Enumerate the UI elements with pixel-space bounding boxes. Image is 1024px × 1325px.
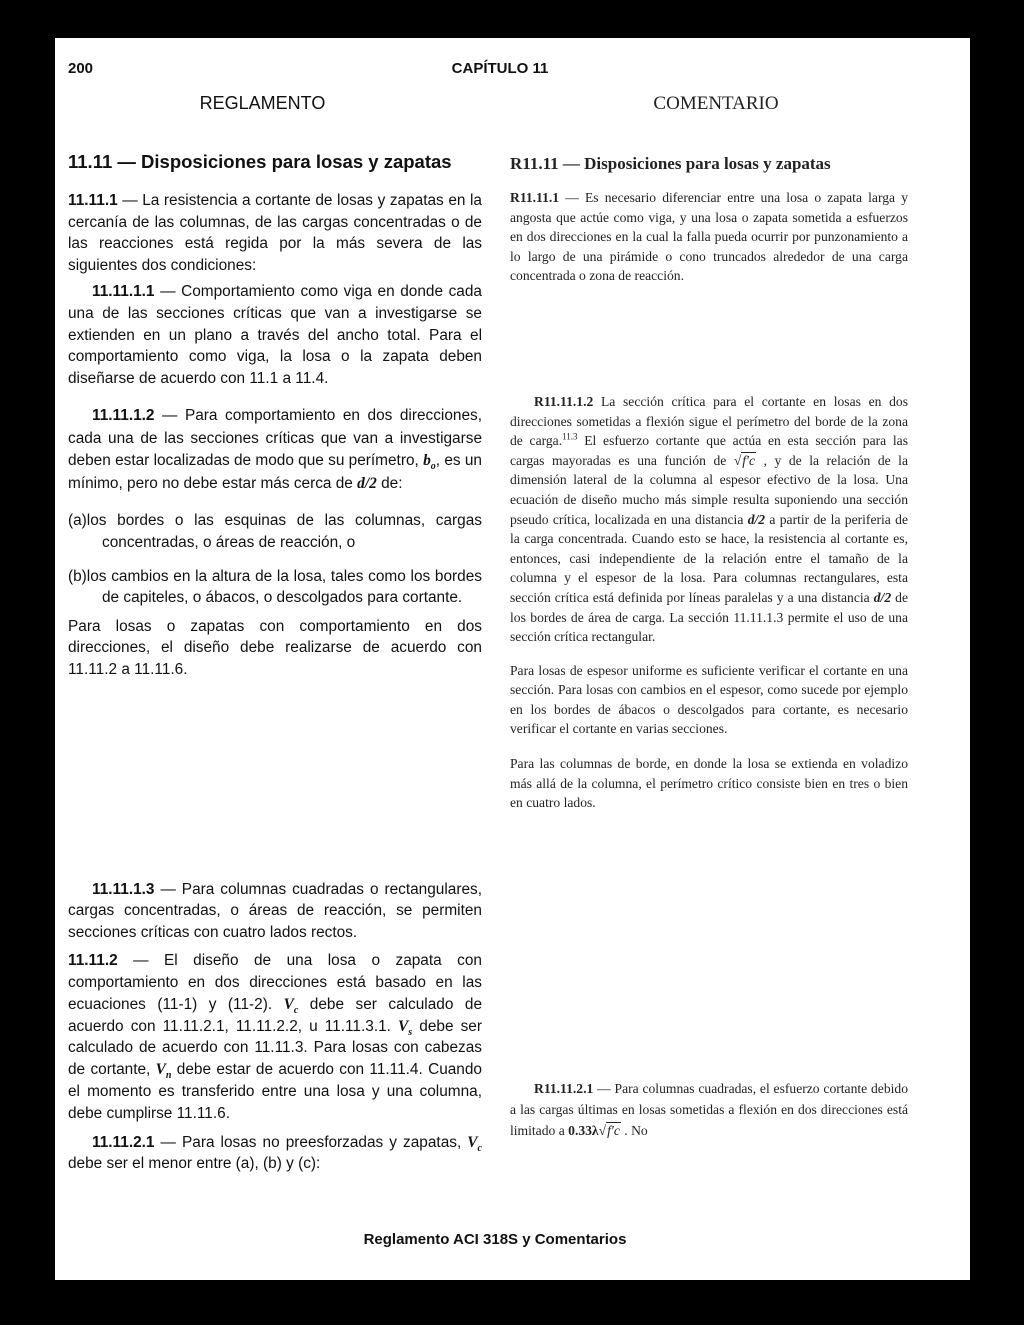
- reglamento-column: [68, 151, 482, 1175]
- commentary-r11-11-1-2: R11.11.1.2 La sección crítica para el cortante en losas en dos direcciones sometidas a flexión sigue el perímetro del borde de la zona de carga.$^{11.3}$ El esfuerzo cortante que actúa en esta sección para las cargas mayoradas es una función de √f′c , y de la relación de la dimensión lateral de la columna al espesor efectivo de la losa. Una ecuación de diseño mucho más simple resulta suponiendo una sección pseudo crítica, localizada en una distancia d/2 a partir de la periferia de la carga concentrada. Cuando esto se hace, la resistencia al cortante es, entonces, casi independiente de la relación entre el tamaño de la columna y el espesor de la losa. Para columnas rectangulares, esta sección crítica está definida por líneas paralelas y a una distancia d/2 de los bordes de área de carga. La sección 11.11.1.3 permite el uso de una sección crítica rectangular.: [510, 393, 908, 645]
- commentary-r11-11-1: R11.11.1 — Es necesario diferenciar entre una losa o zapata larga y angosta que actúe como viga, y una losa o zapata sometida a esfuerzos en dos direcciones en la cual la falla pueda ocurrir por punzonamiento a lo largo de una pirámide o cono truncados alrededor de una carga concentrada o zona de reacción.: [510, 190, 908, 284]
- section-heading: 11.11 — Disposiciones para losas y zapatas: [68, 151, 452, 172]
- sqrt-fc: √f′c: [598, 1122, 620, 1138]
- commentary-heading: R11.11 — Disposiciones para losas y zapatas: [510, 154, 831, 173]
- column-title-comentario: COMENTARIO: [653, 93, 779, 114]
- sqrt-fc: √f′c: [733, 452, 756, 468]
- paragraph-11-11-1-1: 11.11.1.1 — Comportamiento como viga en donde cada una de las secciones críticas que van a investigarse se extienden en un plano a través del ancho total. Para el comportamiento como viga, la losa o la zapata deben diseñarse de acuerdo con 11.1 a 11.4.: [68, 283, 482, 387]
- page-footer: Reglamento ACI 318S y Comentarios: [363, 1231, 627, 1248]
- paragraph-11-11-2-1: 11.11.2.1 — Para losas no preesforzadas y zapatas, $V_c$ debe ser el menor entre (a), (b) y (c):: [68, 1133, 482, 1173]
- commentary-columnas-borde: Para las columnas de borde, en donde la losa se extienda en voladizo más allá de la columna, el perímetro crítico consiste bien en tres o bien en cuatro lados.: [510, 756, 908, 811]
- paragraph-11-11-2: 11.11.2 — El diseño de una losa o zapata con comportamiento en dos direcciones está basado en las ecuaciones (11-1) y (11-2). $V_c$ debe ser calculado de acuerdo con 11.11.2.1, 11.11.2.2, u 11.11.3.1. $V_s$ debe ser calculado de acuerdo con 11.11.3. Para losas con cabezas de cortante, $V_n$ debe estar de acuerdo con 11.11.4. Cuando el momento es transferido entre una losa y una columna, debe cumplirse 11.11.6.: [68, 952, 483, 1122]
- paragraph-11-11-1: 11.11.1 — La resistencia a cortante de losas y zapatas en la cercanía de las columnas, de las cargas concentradas o de las reacciones está regida por la más severa de las siguientes dos condiciones:: [68, 192, 482, 274]
- commentary-espesor: Para losas de espesor uniforme es suficiente verificar el cortante en una sección. Para losas con cambios en el espesor, como sucede por ejemplo en los bordes de ábacos o descolgados para cortante, es necesario verificar el cortante en varias secciones.: [510, 662, 908, 737]
- commentary-r11-11-2-1: R11.11.2.1 — Para columnas cuadradas, el esfuerzo cortante debido a las cargas últimas en losas sometidas a flexión en dos direcciones está limitado a 0.33λ√f′c . No: [510, 1080, 908, 1138]
- list-item-b: (b)los cambios en la altura de la losa, tales como los bordes de capiteles, o ábacos, o descolgados para cortante.: [68, 567, 482, 607]
- comentario-column: [510, 154, 908, 1141]
- paragraph-11-11-1-3: 11.11.1.3 — Para columnas cuadradas o rectangulares, cargas concentradas, o áreas de reacción, se permiten secciones críticas con cuatro lados rectos.: [68, 880, 482, 941]
- paragraph-losas: Para losas o zapatas con comportamiento en dos direcciones, el diseño debe realizarse de acuerdo con 11.11.2 a 11.11.6.: [68, 617, 482, 678]
- page-number: 200: [68, 60, 94, 77]
- chapter-title: CAPÍTULO 11: [451, 60, 549, 77]
- list-item-a: (a)los bordes o las esquinas de las columnas, cargas concentradas, o áreas de reacción, o: [68, 512, 482, 551]
- column-title-reglamento: REGLAMENTO: [199, 93, 326, 113]
- paragraph-11-11-1-2: 11.11.1.2 — Para comportamiento en dos direcciones, cada una de las secciones críticas que van a investigarse deben estar localizadas de modo que su perímetro, $b_o$, es un mínimo, pero no debe estar más cerca de d/2 de:: [68, 407, 482, 492]
